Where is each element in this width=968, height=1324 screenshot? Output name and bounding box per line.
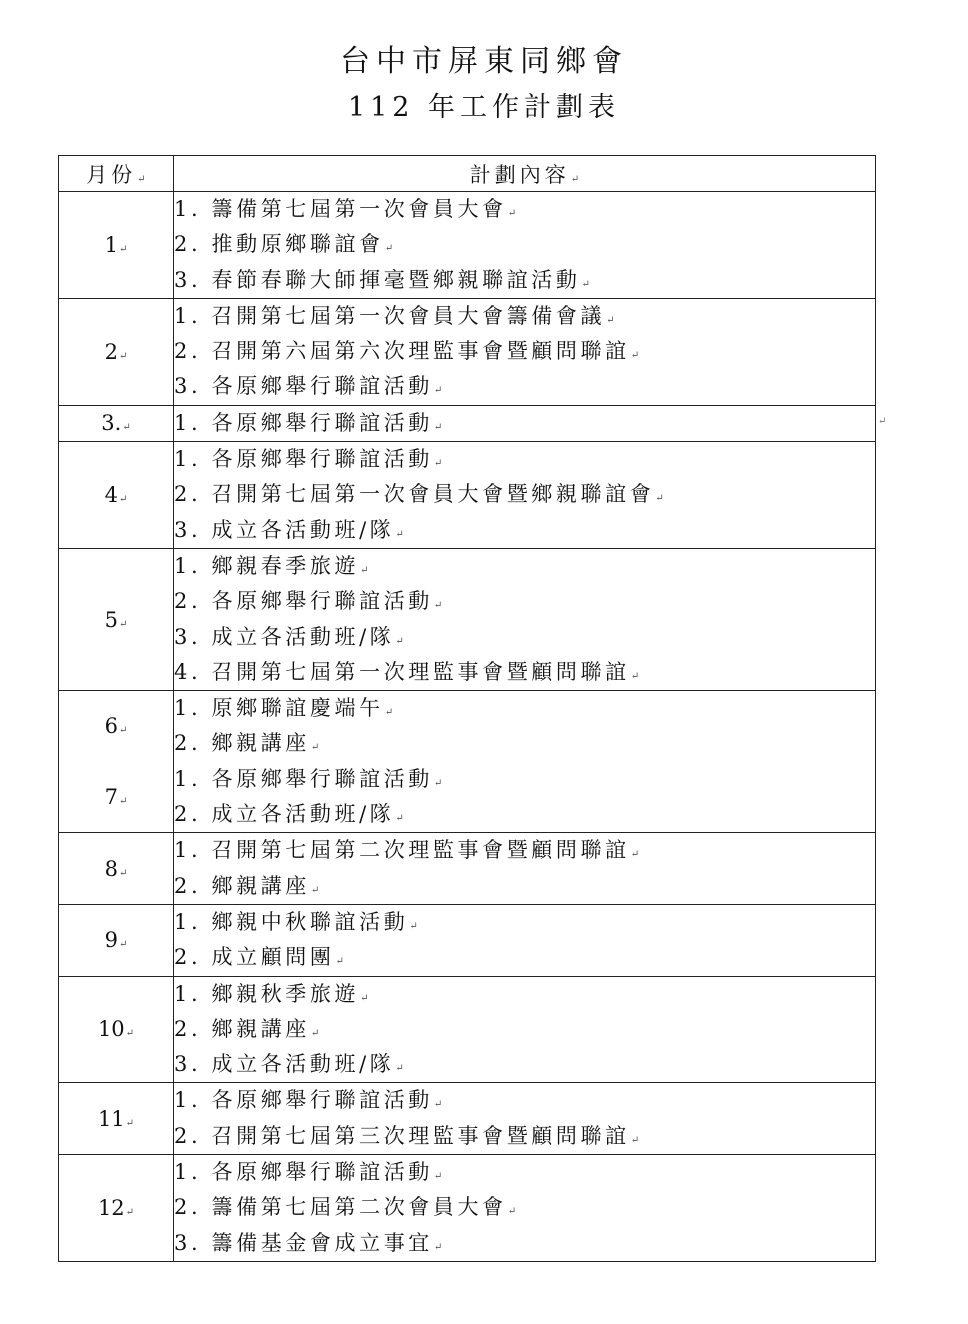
document-subtitle: 112 年工作計劃表 <box>347 92 621 123</box>
plan-item: 3. 成立各活動班/隊↵ <box>174 1052 404 1077</box>
plan-cell <box>174 298 876 405</box>
plan-item: 1. 召開第七屆第一次會員大會籌備會議↵ <box>174 303 615 328</box>
plan-item: 4. 召開第七屆第一次理監事會暨顧問聯誼↵ <box>174 659 640 684</box>
plan-item: 3. 春節春聯大師揮毫暨鄉親聯誼活動↵ <box>174 267 590 292</box>
work-plan-table <box>58 155 876 1262</box>
month-column-header: 月份↵ <box>59 156 174 192</box>
month-label: 9 <box>104 928 118 953</box>
plan-item: 2. 召開第七屆第三次理監事會暨顧問聯誼↵ <box>174 1123 640 1148</box>
table-row <box>59 192 876 299</box>
plan-cell <box>174 833 876 905</box>
month-cell: 5↵ <box>59 548 174 690</box>
month-label: 12 <box>97 1195 125 1220</box>
plan-column-header: 計劃內容↵ <box>174 156 876 192</box>
plan-item: 3. 各原鄉舉行聯誼活動↵ <box>174 374 443 399</box>
paragraph-mark: ↵ <box>878 416 887 427</box>
plan-item: 3. 籌備基金會成立事宜↵ <box>174 1230 443 1255</box>
month-label: 7↵ <box>104 784 128 809</box>
plan-item: 1. 鄉親秋季旅遊↵ <box>174 981 369 1006</box>
plan-item: 1. 各原鄉舉行聯誼活動↵ <box>174 1160 443 1185</box>
table-row <box>59 548 876 690</box>
plan-item: 1. 鄉親春季旅遊↵ <box>174 553 369 578</box>
plan-cell <box>174 405 876 441</box>
month-cell: 2↵ <box>59 298 174 405</box>
month-label: 6↵ <box>104 714 128 739</box>
month-cell: 1↵ <box>59 192 174 299</box>
month-cell: 4↵ <box>59 442 174 549</box>
plan-cell <box>174 192 876 299</box>
month-label: 8 <box>104 856 118 881</box>
plan-item: 1. 召開第七屆第二次理監事會暨顧問聯誼↵ <box>174 838 640 863</box>
table-row <box>59 833 876 905</box>
plan-item: 2. 鄉親講座↵ <box>174 1016 320 1041</box>
plan-item: 1. 各原鄉舉行聯誼活動↵ <box>174 410 443 435</box>
plan-item: 2. 成立各活動班/隊↵ <box>174 802 404 827</box>
plan-item: 2. 推動原鄉聯誼會↵ <box>174 232 394 257</box>
table-row <box>59 442 876 549</box>
plan-item: 2. 成立顧問團↵ <box>174 945 344 970</box>
table-row <box>59 1155 876 1262</box>
plan-cell <box>174 976 876 1083</box>
plan-item: 1. 籌備第七屆第一次會員大會↵ <box>174 197 517 221</box>
month-cell: 12↵ <box>59 1155 174 1262</box>
plan-item: 3. 成立各活動班/隊↵ <box>174 624 404 649</box>
plan-item: 2. 召開第六屆第六次理監事會暨顧問聯誼↵ <box>174 339 640 364</box>
table-row <box>59 904 876 976</box>
plan-cell <box>174 442 876 549</box>
month-cell <box>59 691 174 833</box>
table-row <box>59 976 876 1083</box>
month-cell: 10↵ <box>59 976 174 1083</box>
table-row <box>59 691 876 833</box>
table-row <box>59 1083 876 1155</box>
month-cell: 3.↵ <box>59 405 174 441</box>
document-title: 台中市屏東同鄉會 <box>340 44 628 79</box>
plan-item: 1. 各原鄉舉行聯誼活動↵ <box>174 447 443 472</box>
table-row <box>59 405 876 441</box>
month-label: 1 <box>104 232 118 257</box>
plan-cell <box>174 691 876 833</box>
plan-cell <box>174 1083 876 1155</box>
plan-item: 2. 鄉親講座↵ <box>174 731 320 756</box>
plan-item: 2. 各原鄉舉行聯誼活動↵ <box>174 589 443 614</box>
plan-item: 1. 鄉親中秋聯誼活動↵ <box>174 909 418 934</box>
plan-item: 2. 鄉親講座↵ <box>174 873 320 898</box>
plan-cell <box>174 548 876 690</box>
table-row <box>59 298 876 405</box>
table-header-row <box>59 156 876 192</box>
month-label: 3. <box>101 411 122 436</box>
month-label: 11 <box>97 1106 125 1131</box>
month-cell: 11↵ <box>59 1083 174 1155</box>
month-cell: 9↵ <box>59 904 174 976</box>
plan-item: 1. 原鄉聯誼慶端午↵ <box>174 696 394 721</box>
plan-item: 2. 召開第七屆第一次會員大會暨鄉親聯誼會↵ <box>174 482 664 507</box>
plan-cell <box>174 1155 876 1262</box>
plan-item: 1. 各原鄉舉行聯誼活動↵ <box>174 766 443 791</box>
plan-item: 1. 各原鄉舉行聯誼活動↵ <box>174 1088 443 1113</box>
plan-cell <box>174 904 876 976</box>
month-label: 5 <box>104 607 118 632</box>
month-label: 2 <box>104 339 118 364</box>
month-cell: 8↵ <box>59 833 174 905</box>
plan-item: 2. 籌備第七屆第二次會員大會↵ <box>174 1195 517 1220</box>
month-label: 10 <box>97 1017 125 1042</box>
plan-item: 3. 成立各活動班/隊↵ <box>174 517 404 542</box>
month-label: 4 <box>104 483 118 508</box>
